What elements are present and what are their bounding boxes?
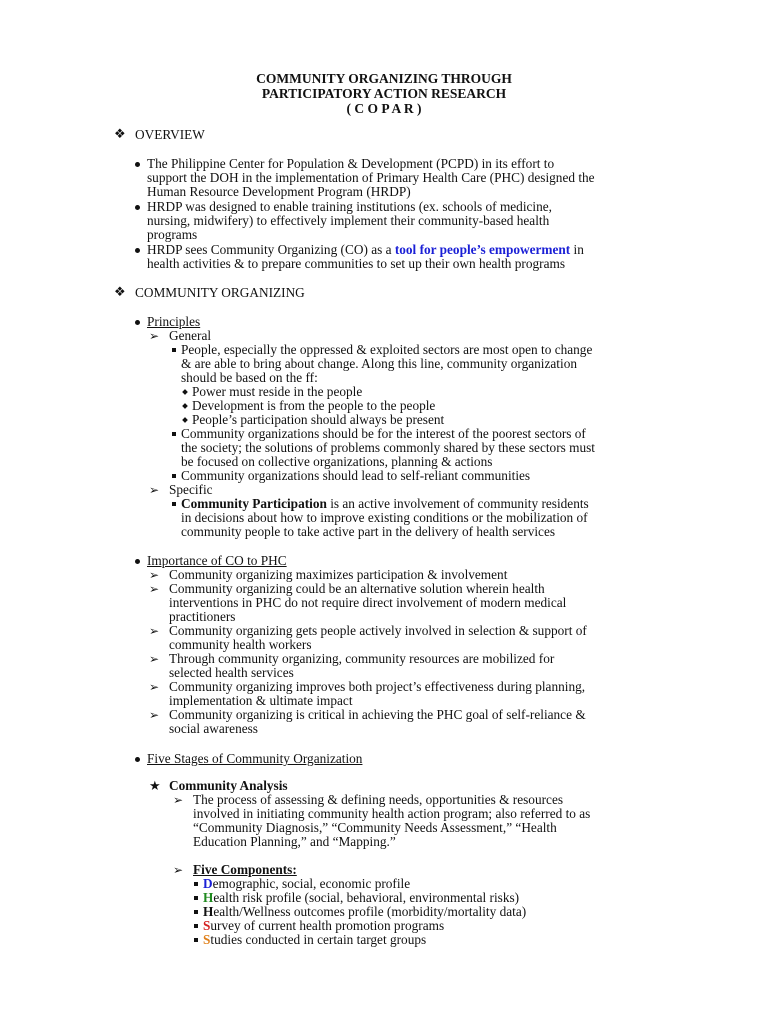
arrow-bullet-icon: ➢	[173, 793, 184, 807]
component-3: Health/Wellness outcomes profile (morbidity/mortality data)	[203, 904, 527, 919]
overview-b1-line2: support the DOH in the implementation of Primary Health Care (PHC) designed the	[147, 170, 595, 185]
imp-5-line1: Community organizing improves both project’s effectiveness during planning,	[169, 679, 586, 694]
overview-b2-line1: HRDP was designed to enable training institutions (ex. schools of medicine,	[147, 199, 552, 214]
imp-1: Community organizing maximizes participation & involvement	[169, 567, 508, 582]
g2-line3: be focused on collective organizations, planning & actions	[181, 454, 493, 469]
arrow-bullet-icon: ➢	[173, 863, 184, 877]
g2-line1: Community organizations should be for the interest of the poorest sectors of	[181, 426, 586, 441]
overview-b2-line3: programs	[147, 227, 198, 242]
imp-2-line2: interventions in PHC do not require direct involvement of modern medical	[169, 595, 567, 610]
g3: Community organizations should lead to self-reliant communities	[181, 468, 531, 483]
component-1: Demographic, social, economic profile	[203, 876, 411, 891]
g1a: Power must reside in the people	[192, 384, 363, 399]
square-bullet-icon	[194, 882, 198, 886]
analysis-line1: The process of assessing & defining needs, opportunities & resources	[193, 792, 564, 807]
principles-heading: Principles	[147, 314, 201, 329]
imp-4-line2: selected health services	[169, 665, 294, 680]
bullet-icon	[135, 162, 140, 167]
g1-line3: should be based on the ff:	[181, 370, 318, 385]
arrow-bullet-icon: ➢	[149, 680, 160, 694]
overview-b1-line1: The Philippine Center for Population & Development (PCPD) in its effort to	[147, 156, 555, 171]
diamond-small-bullet-icon	[182, 403, 188, 409]
title-line-1: COMMUNITY ORGANIZING THROUGH	[256, 71, 512, 86]
arrow-bullet-icon: ➢	[149, 624, 160, 638]
g1-line2: & are able to bring about change. Along this line, community organization	[181, 356, 577, 371]
square-bullet-icon	[172, 432, 176, 436]
g1b: Development is from the people to the people	[192, 398, 436, 413]
importance-heading: Importance of CO to PHC	[147, 553, 287, 568]
arrow-bullet-icon: ➢	[149, 483, 160, 497]
imp-6-line1: Community organizing is critical in achieving the PHC goal of self-reliance &	[169, 707, 586, 722]
arrow-bullet-icon: ➢	[149, 652, 160, 666]
bullet-icon	[135, 559, 140, 564]
specific-label: Specific	[169, 482, 213, 497]
bullet-icon	[135, 248, 140, 253]
bullet-icon	[135, 205, 140, 210]
square-bullet-icon	[194, 924, 198, 928]
s1-line1: Community Participation is an active involvement of community residents	[181, 496, 589, 511]
imp-6-line2: social awareness	[169, 721, 258, 736]
g1c: People’s participation should always be present	[192, 412, 445, 427]
square-bullet-icon	[172, 474, 176, 478]
imp-5-line2: implementation & ultimate impact	[169, 693, 353, 708]
component-2: Health risk profile (social, behavioral, environmental risks)	[203, 890, 520, 905]
general-label: General	[169, 328, 212, 343]
s1-line2: in decisions about how to improve existing conditions or the mobilization of	[181, 510, 588, 525]
community-analysis-heading: Community Analysis	[169, 778, 288, 793]
square-bullet-icon	[172, 502, 176, 506]
diamond-bullet-icon: ❖	[114, 126, 126, 141]
co-heading: COMMUNITY ORGANIZING	[135, 285, 305, 300]
analysis-line3: “Community Diagnosis,” “Community Needs Assessment,” “Health	[193, 820, 557, 835]
square-bullet-icon	[194, 896, 198, 900]
imp-2-line1: Community organizing could be an alternative solution wherein health	[169, 581, 545, 596]
overview-heading: OVERVIEW	[135, 127, 205, 142]
arrow-bullet-icon: ➢	[149, 582, 160, 596]
title-line-3: ( C O P A R )	[346, 101, 422, 116]
title-line-2: PARTICIPATORY ACTION RESEARCH	[261, 86, 507, 101]
analysis-line2: involved in initiating community health action program; also referred to as	[193, 806, 591, 821]
overview-b3-line1: HRDP sees Community Organizing (CO) as a tool for people’s empowerment in	[147, 242, 584, 257]
arrow-bullet-icon: ➢	[149, 329, 160, 343]
g2-line2: the society; the solutions of problems commonly shared by these sectors must	[181, 440, 595, 455]
imp-4-line1: Through community organizing, community resources are mobilized for	[169, 651, 555, 666]
component-5: Studies conducted in certain target groups	[203, 932, 427, 947]
square-bullet-icon	[194, 910, 198, 914]
five-components-heading: Five Components:	[193, 862, 297, 877]
bullet-icon	[135, 320, 140, 325]
overview-b1-line3: Human Resource Development Program (HRDP)	[147, 184, 411, 199]
g1-line1: People, especially the oppressed & exploited sectors are most open to change	[181, 342, 593, 357]
s1-line3: community people to take active part in the delivery of health services	[181, 524, 556, 539]
highlight-empowerment: tool for people’s empowerment	[394, 242, 571, 257]
diamond-small-bullet-icon	[182, 389, 188, 395]
diamond-small-bullet-icon	[182, 417, 188, 423]
square-bullet-icon	[194, 938, 198, 942]
arrow-bullet-icon: ➢	[149, 568, 160, 582]
diamond-bullet-icon: ❖	[114, 284, 126, 299]
component-4: Survey of current health promotion programs	[203, 918, 445, 933]
overview-b2-line2: nursing, midwifery) to effectively implement their community-based health	[147, 213, 550, 228]
star-bullet-icon: ★	[149, 778, 161, 793]
imp-3-line1: Community organizing gets people actively involved in selection & support of	[169, 623, 587, 638]
bullet-icon	[135, 757, 140, 762]
overview-b3-line2: health activities & to prepare communities to set up their own health programs	[147, 256, 566, 271]
analysis-line4: Education Planning,” and “Mapping.”	[193, 834, 396, 849]
stages-heading: Five Stages of Community Organization	[147, 751, 363, 766]
imp-2-line3: practitioners	[169, 609, 236, 624]
arrow-bullet-icon: ➢	[149, 708, 160, 722]
imp-3-line2: community health workers	[169, 637, 312, 652]
square-bullet-icon	[172, 348, 176, 352]
